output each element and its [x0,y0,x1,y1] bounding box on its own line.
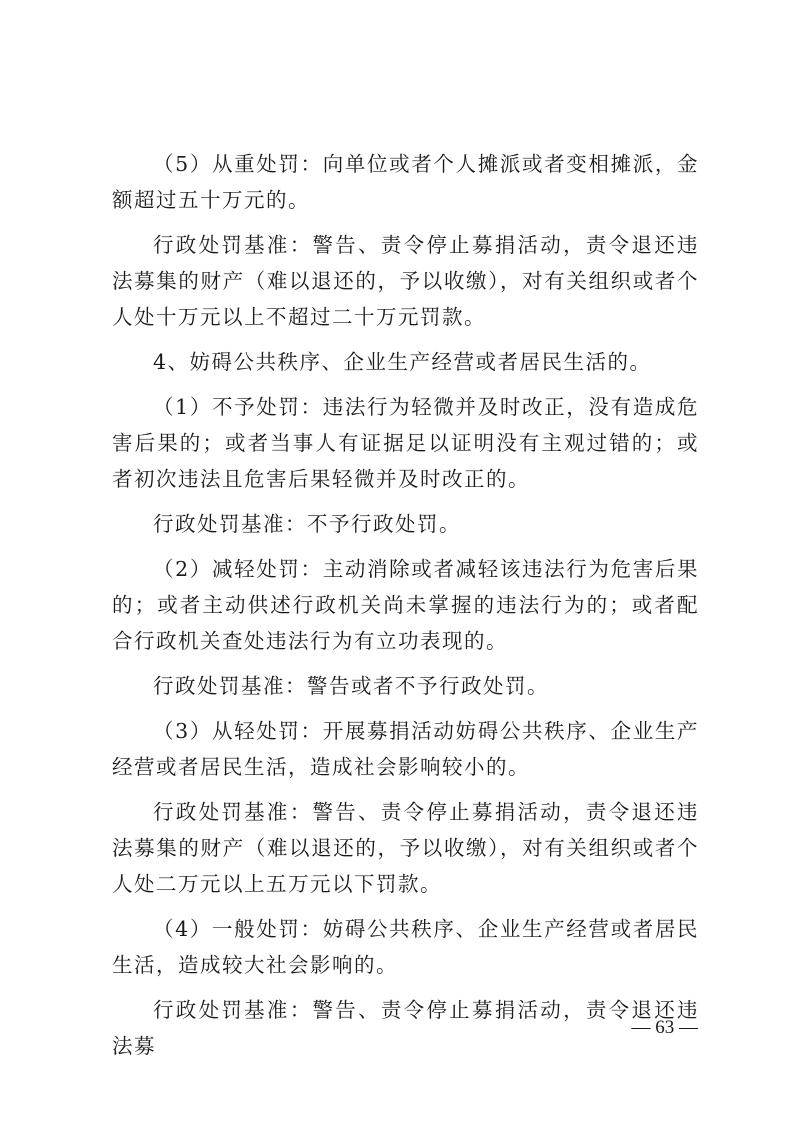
paragraph-aggravated-penalty: （5）从重处罚：向单位或者个人摊派或者变相摊派，金额超过五十万元的。 [112,152,699,212]
paragraph-penalty-standard: 行政处罚基准：警告、责令停止募捐活动，责令退还违法募集的财产（难以退还的，予以收缴），对有关组织或者个人处二万元以上五万元以下罚款。 [112,800,699,896]
paragraph-general-penalty: （4）一般处罚：妨碍公共秩序、企业生产经营或者居民生活，造成较大社会影响的。 [112,917,699,977]
paragraph-penalty-standard: 行政处罚基准：不予行政处罚。 [153,512,461,536]
document-body [112,146,699,1073]
paragraph-section-heading: 4、妨碍公共秩序、企业生产经营或者居民生活的。 [153,350,652,374]
paragraph-penalty-standard: 行政处罚基准：警告或者不予行政处罚。 [153,674,549,698]
paragraph-penalty-standard: 行政处罚基准：警告、责令停止募捐活动，责令退还违法募集的财产（难以退还的，予以收缴），对有关组织或者个人处十万元以上不超过二十万元罚款。 [112,233,699,329]
paragraph-no-penalty: （1）不予处罚：违法行为轻微并及时改正，没有造成危害后果的；或者当事人有证据足以证明没有主观过错的；或者初次违法且危害后果轻微并及时改正的。 [112,395,699,491]
paragraph-penalty-standard: 行政处罚基准：警告、责令停止募捐活动，责令退还违法募 [112,998,699,1058]
paragraph-reduced-penalty: （2）减轻处罚：主动消除或者减轻该违法行为危害后果的；或者主动供述行政机关尚未掌握的违法行为的；或者配合行政机关查处违法行为有立功表现的。 [112,557,699,653]
page-number: — 63 — [631,1017,698,1038]
paragraph-lighter-penalty: （3）从轻处罚：开展募捐活动妨碍公共秩序、企业生产经营或者居民生活，造成社会影响较小的。 [112,719,699,779]
